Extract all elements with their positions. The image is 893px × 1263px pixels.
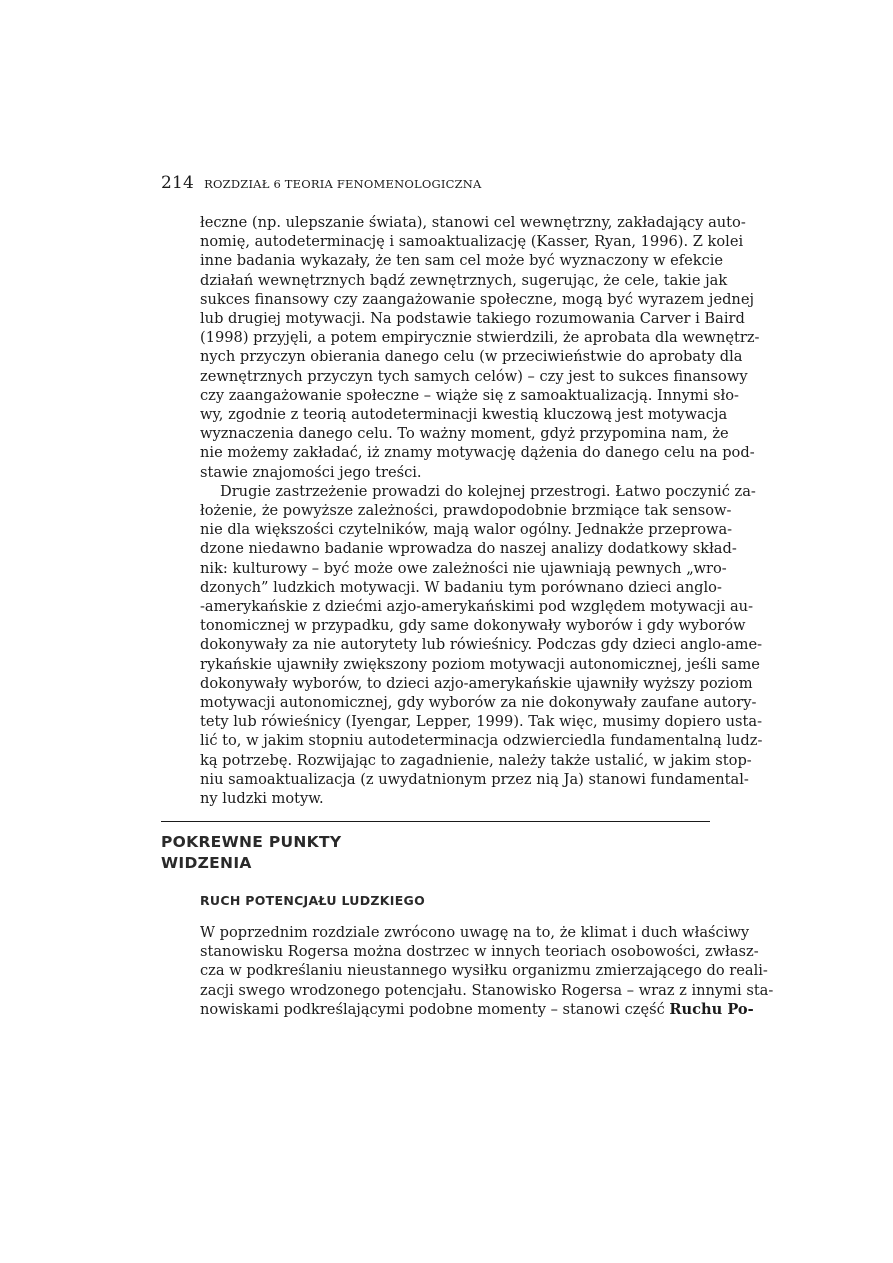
text-line: czy zaangażowanie społeczne – wiąże się z samoaktualizacją. Innymi sło-	[200, 386, 739, 404]
text-line: wy, zgodnie z teorią autodeterminacji kwestią kluczową jest motywacja	[200, 406, 728, 424]
text-line: dzonych” ludzkich motywacji. W badaniu tym porównano dzieci anglo-	[200, 578, 722, 596]
section-title-line: WIDZENIA	[161, 854, 252, 872]
text-line: działań wewnętrznych bądź zewnętrznych, sugerując, że cele, takie jak	[200, 271, 728, 289]
text-line: nych przyczyn obierania danego celu (w przeciwieństwie do aprobaty dla	[200, 348, 743, 366]
text-line: -amerykańskie z dziećmi azjo-amerykańskimi pod względem motywacji au-	[200, 598, 753, 616]
text-line: nik: kulturowy – być może owe zależności nie ujawniają pewnych „wro-	[200, 559, 727, 577]
text-line: zacji swego wrodzonego potencjału. Stanowisko Rogersa – wraz z innymi sta-	[200, 981, 774, 999]
text-line: motywacji autonomicznej, gdy wyborów za nie dokonywały zaufane autory-	[200, 694, 757, 712]
text-line: lić to, w jakim stopniu autodeterminacja odzwierciedla fundamentalną ludz-	[200, 732, 763, 750]
text-line: inne badania wykazały, że ten sam cel może być wyznaczony w efekcie	[200, 252, 724, 270]
text-line: tonomicznej w przypadku, gdy same dokonywały wyborów i gdy wyborów	[200, 617, 746, 635]
text-line: zewnętrznych przyczyn tych samych celów) – czy jest to sukces finansowy	[200, 367, 748, 385]
bold-term: Ruchu Po-	[669, 1000, 754, 1018]
running-head: ROZDZIAŁ 6 TEORIA FENOMENOLOGICZNA	[204, 177, 482, 191]
text-fragment: nowiskami podkreślającymi podobne momenty – stanowi część	[200, 1000, 670, 1018]
text-line: nomię, autodeterminację i samoaktualizację (Kasser, Ryan, 1996). Z kolei	[200, 233, 744, 251]
text-line: rykańskie ujawniły zwiększony poziom motywacji autonomicznej, jeśli same	[200, 655, 760, 673]
page-header	[161, 173, 721, 193]
text-line: stawie znajomości jego treści.	[200, 463, 422, 481]
text-line: lub drugiej motywacji. Na podstawie takiego rozumowania Carver i Baird	[200, 310, 745, 328]
text-line: nie dla większości czytelników, mają walor ogólny. Jednakże przeprowa-	[200, 521, 733, 539]
paragraph-1	[200, 213, 763, 808]
page-number: 214	[161, 173, 195, 193]
text-line: łeczne (np. ulepszanie świata), stanowi cel wewnętrzny, zakładający auto-	[200, 214, 746, 231]
section-divider	[161, 821, 710, 822]
text-line: nie możemy zakładać, iż znamy motywację dążenia do danego celu na pod-	[200, 444, 755, 462]
text-line: łożenie, że powyższe zależności, prawdopodobnie brzmiące tak sensow-	[200, 502, 732, 520]
subsection-title: RUCH POTENCJAŁU LUDZKIEGO	[200, 893, 426, 908]
text-line: dokonywały za nie autorytety lub rówieśnicy. Podczas gdy dzieci anglo-ame-	[200, 636, 763, 654]
text-line: niu samoaktualizacja (z uwydatnionym przez nią Ja) stanowi fundamental-	[200, 770, 749, 788]
text-line: ką potrzebę. Rozwijając to zagadnienie, należy także ustalić, w jakim stop-	[200, 751, 752, 769]
text-line: ny ludzki motyw.	[200, 790, 324, 808]
text-line: W poprzednim rozdziale zwrócono uwagę na to, że klimat i duch właściwy	[200, 924, 750, 941]
text-line: tety lub rówieśnicy (Iyengar, Lepper, 1999). Tak więc, musimy dopiero usta-	[200, 713, 763, 731]
text-line: stanowisku Rogersa można dostrzec w innych teoriach osobowości, zwłasz-	[200, 943, 759, 961]
text-line: (1998) przyjęli, a potem empirycznie stwierdzili, że aprobata dla wewnętrz-	[200, 329, 760, 347]
section-title	[161, 832, 341, 874]
text-line: cza w podkreślaniu nieustannego wysiłku organizmu zmierzającego do reali-	[200, 962, 768, 980]
text-line: dokonywały wyborów, to dzieci azjo-amerykańskie ujawniły wyższy poziom	[200, 674, 753, 692]
paragraph-3	[200, 923, 774, 1019]
section-title-line: POKREWNE PUNKTY	[161, 833, 342, 851]
text-line	[200, 1000, 754, 1019]
text-line: sukces finansowy czy zaangażowanie społeczne, mogą być wyrazem jednej	[200, 290, 754, 308]
text-line: dzone niedawno badanie wprowadza do naszej analizy dodatkowy skład-	[200, 540, 737, 558]
text-line: Drugie zastrzeżenie prowadzi do kolejnej przestrogi. Łatwo poczynić za-	[220, 482, 756, 500]
text-line: wyznaczenia danego celu. To ważny moment, gdyż przypomina nam, że	[200, 425, 729, 443]
